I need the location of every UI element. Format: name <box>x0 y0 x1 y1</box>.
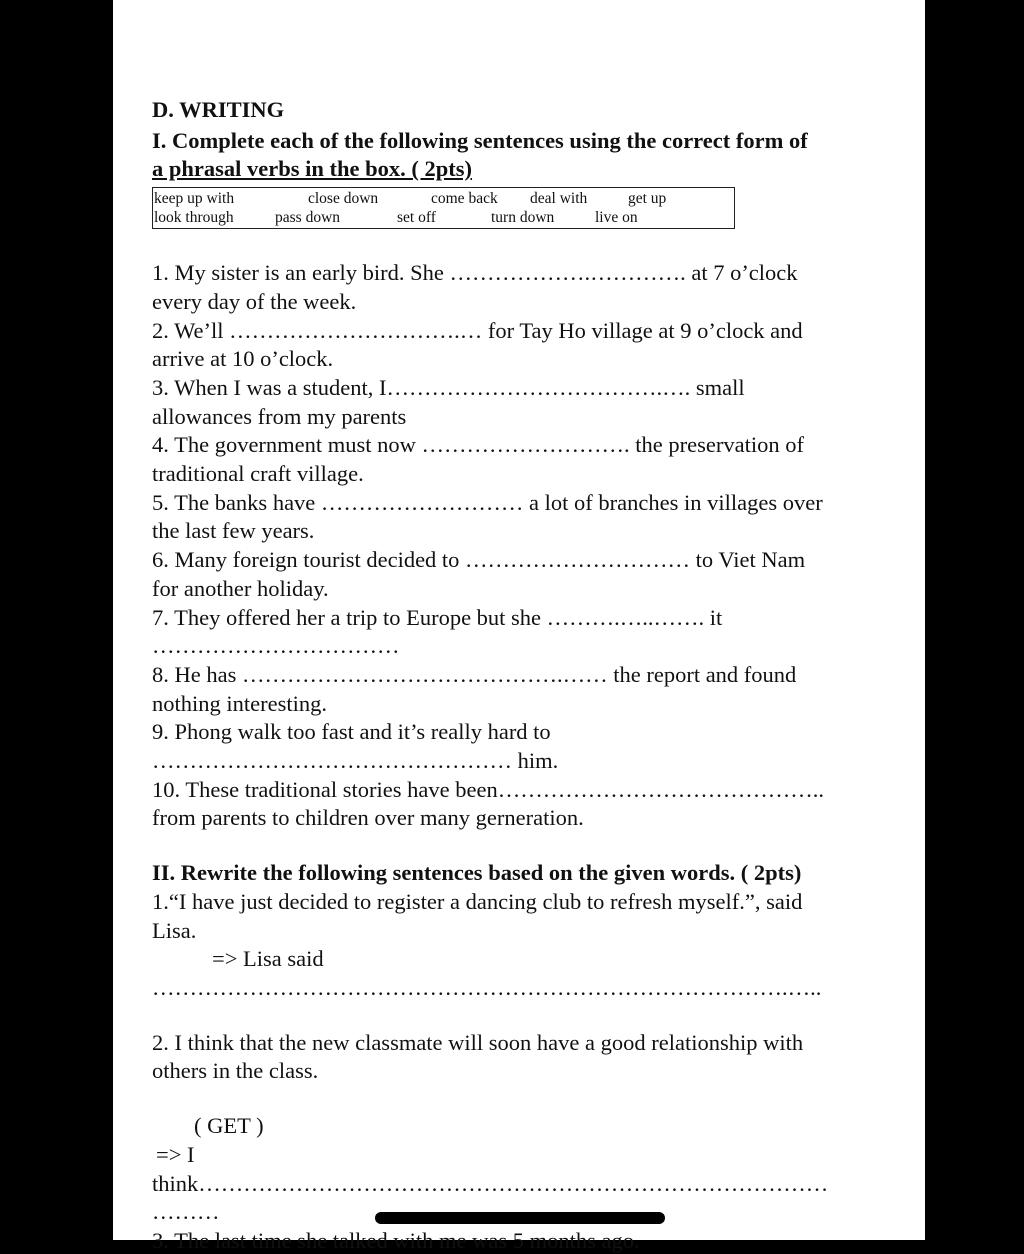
worksheet-content <box>152 96 892 1227</box>
sentence-line: 2. We’ll ………………………….… for Tay Ho village at 9 o’clock and <box>152 317 803 343</box>
sentence-line: the last few years. <box>152 518 315 544</box>
box-verb: live on <box>595 209 638 227</box>
q2-answer-prompt: => I <box>156 1141 195 1167</box>
worksheet-page <box>113 0 925 1253</box>
sentence-line: allowances from my parents <box>152 403 407 429</box>
box-verb: turn down <box>491 209 555 227</box>
box-verb: close down <box>308 190 379 208</box>
q2-line1: 2. I think that the new classmate will soon have a good relationship with <box>152 1029 804 1055</box>
box-verb: pass down <box>275 209 341 227</box>
q2-hint: ( GET ) <box>194 1113 264 1139</box>
q1-answer-prompt: => Lisa said <box>212 946 324 972</box>
q1-answer-dots: ………………………………………………………………………….….. <box>152 974 822 1000</box>
box-verb: come back <box>431 190 498 208</box>
sentence-line: for another holiday. <box>152 575 329 601</box>
part1-title-line2: a phrasal verbs in the box. ( 2pts) <box>152 156 473 182</box>
sentence-line: 4. The government must now ………………………. the preservation of <box>152 432 804 458</box>
home-indicator-bar <box>375 1212 665 1224</box>
q2-think-line: think………………………………………………………………………… <box>152 1170 829 1196</box>
sentence-line: ………………………………………… him. <box>152 748 559 774</box>
sentence-line: from parents to children over many gerneration. <box>152 805 584 831</box>
q3-cut-line: 3. The last time she talked with me was 5 months ago. <box>152 1228 640 1253</box>
box-verb: keep up with <box>154 190 235 208</box>
sentence-line: traditional craft village. <box>152 461 364 487</box>
q2-line2: others in the class. <box>152 1058 319 1084</box>
box-verb: get up <box>628 190 667 208</box>
section-title: D. WRITING <box>152 97 285 122</box>
part1-title-line1: I. Complete each of the following sentences using the correct form of <box>152 127 808 153</box>
q2-answer-dots: ……… <box>152 1199 220 1225</box>
sentence-line: 7. They offered her a trip to Europe but she ……….…..……. it <box>152 604 723 630</box>
sentence-line: 6. Many foreign tourist decided to ………………………… to Viet Nam <box>152 547 806 573</box>
sentence-line: 3. When I was a student, I……………………………….…. small <box>152 374 745 400</box>
box-verb: set off <box>397 209 436 227</box>
sentence-line: every day of the week. <box>152 288 357 314</box>
sentence-line: nothing interesting. <box>152 690 327 716</box>
q1-line1: 1.“I have just decided to register a dancing club to refresh myself.”, said <box>152 888 803 914</box>
sentence-line: arrive at 10 o’clock. <box>152 346 334 372</box>
phrasal-verb-box <box>152 187 735 229</box>
sentence-line: 9. Phong walk too fast and it’s really hard to <box>152 719 551 745</box>
part2-title: II. Rewrite the following sentences based on the given words. ( 2pts) <box>152 860 802 886</box>
sentence-line: 10. These traditional stories have been…………………………………….. <box>152 776 824 802</box>
sentence-line: …………………………… <box>152 633 400 659</box>
q1-line2: Lisa. <box>152 917 197 943</box>
box-verb: look through <box>154 209 234 227</box>
sentence-line: 1. My sister is an early bird. She ……………….…………. at 7 o’clock <box>152 260 798 286</box>
sentence-line: 5. The banks have ……………………… a lot of branches in villages over <box>152 489 823 515</box>
sentence-line: 8. He has …………………………………….…… the report and found <box>152 661 797 687</box>
box-verb: deal with <box>530 190 588 208</box>
